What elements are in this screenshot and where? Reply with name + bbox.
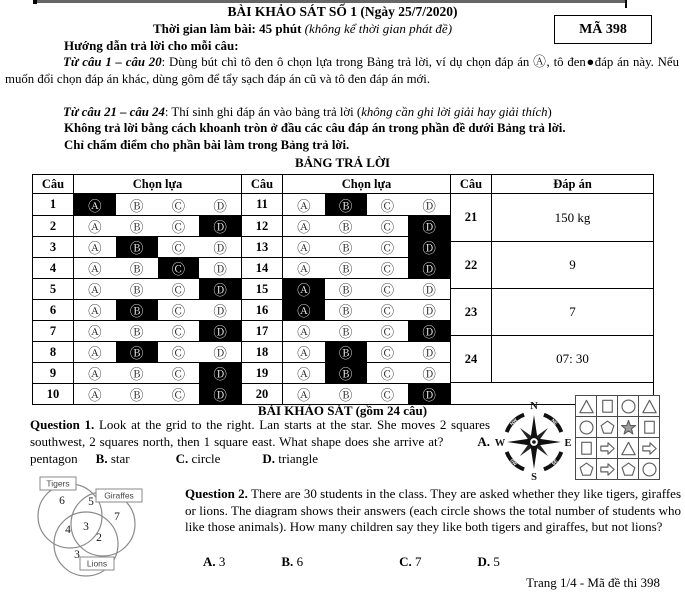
- answer-row-11: [242, 194, 450, 215]
- q2-option-A: A. 3: [203, 554, 226, 569]
- choice-group: [74, 194, 241, 215]
- question-number: 15: [242, 279, 283, 299]
- choice-group: [283, 363, 450, 383]
- compass-e-label: E: [564, 438, 572, 449]
- bubble-q11-A[interactable]: Ⓐ: [297, 198, 311, 215]
- answer-table: [32, 174, 654, 405]
- question-number: 9: [33, 363, 74, 383]
- bubble-q7-D-filled[interactable]: Ⓓ: [199, 321, 241, 341]
- venn-tigers-giraffes: 5: [88, 496, 94, 508]
- bubble-q14-B[interactable]: Ⓑ: [338, 262, 353, 278]
- question-number: 2: [33, 216, 74, 236]
- bubble-q7-B[interactable]: Ⓑ: [129, 325, 144, 341]
- bubble-q5-A[interactable]: Ⓐ: [88, 283, 102, 299]
- question-2-options: [185, 554, 681, 570]
- bubble-q11-D[interactable]: Ⓓ: [422, 198, 436, 215]
- bubble-q15-A-filled[interactable]: Ⓐ: [283, 279, 325, 299]
- grid-cell-triangle: [639, 396, 659, 416]
- question-number: 12: [242, 216, 283, 236]
- circle-icon: [577, 418, 596, 437]
- option-letter: C.: [399, 554, 412, 569]
- question-number: 7: [33, 321, 74, 341]
- question-number: 4: [33, 258, 74, 278]
- choice-group: [74, 300, 241, 320]
- arrow-icon: [598, 460, 617, 479]
- instruction-2-end: ): [547, 105, 552, 119]
- instruction-2-note: không cần ghi lời giải hay giải thích: [361, 105, 548, 119]
- answer-table-col-11-20: [241, 175, 450, 404]
- header-row: [242, 175, 450, 194]
- choice-group: [74, 258, 241, 278]
- answer-table-col-1-10: [33, 175, 241, 404]
- written-answer-q23[interactable]: 7: [569, 304, 576, 319]
- bubble-q6-D[interactable]: Ⓓ: [213, 304, 227, 320]
- grid-cell-pentagon: [597, 417, 617, 437]
- question-number: 23: [451, 289, 492, 335]
- answer-row-17: [242, 320, 450, 341]
- compass-sw-label: SW: [509, 457, 518, 467]
- bubble-q1-D[interactable]: Ⓓ: [213, 198, 227, 215]
- question-number: 6: [33, 300, 74, 320]
- question-number: 3: [33, 237, 74, 257]
- question-number: 8: [33, 342, 74, 362]
- venn-giraffes-lions: 2: [96, 532, 102, 544]
- venn-lions-only: 3: [74, 549, 80, 561]
- pentagon-icon: [598, 418, 617, 437]
- bubble-q7-C[interactable]: Ⓒ: [171, 325, 186, 341]
- choice-group: [283, 258, 450, 278]
- choice-group: [74, 237, 241, 257]
- answer-row-2: [33, 215, 241, 236]
- triangle-icon: [577, 397, 596, 416]
- header-answer: Đáp án: [553, 176, 592, 191]
- answer-row-1: [33, 194, 241, 215]
- exam-code-box: MÃ 398: [554, 15, 652, 44]
- question-number: 5: [33, 279, 74, 299]
- triangle-icon: [619, 439, 638, 458]
- question-number: 18: [242, 342, 283, 362]
- option-letter: A.: [477, 434, 490, 449]
- grid-cell-star: [618, 417, 638, 437]
- compass-ne-label: NE: [550, 417, 559, 426]
- compass-w-label: W: [494, 438, 506, 449]
- bubble-q5-C[interactable]: Ⓒ: [171, 283, 186, 299]
- bubble-q8-D[interactable]: Ⓓ: [213, 346, 227, 362]
- page-footer: Trang 1/4 - Mã đề thi 398: [526, 575, 660, 590]
- bubble-q13-A[interactable]: Ⓐ: [297, 241, 311, 257]
- choice-group: [74, 363, 241, 383]
- choice-group: [74, 216, 241, 236]
- bubble-q6-A[interactable]: Ⓐ: [88, 304, 102, 320]
- grid-cell-arrow: [597, 438, 617, 458]
- bubble-q10-D-filled[interactable]: Ⓓ: [199, 384, 241, 404]
- bubble-q1-B[interactable]: Ⓑ: [129, 198, 144, 215]
- bubble-q17-A[interactable]: Ⓐ: [297, 325, 311, 341]
- bubble-q16-D[interactable]: Ⓓ: [422, 304, 436, 320]
- bubble-q12-C[interactable]: Ⓒ: [380, 220, 395, 236]
- bubble-q14-D-filled[interactable]: Ⓓ: [408, 258, 450, 278]
- instruction-2-text: : Thí sinh ghi đáp án vào bảng trả lời (: [164, 105, 362, 119]
- bubble-q13-C[interactable]: Ⓒ: [380, 241, 395, 257]
- question-number: 10: [33, 384, 74, 404]
- grid-cell-square: [576, 438, 596, 458]
- bubble-q8-A[interactable]: Ⓐ: [88, 346, 102, 362]
- time-note: (không kể thời gian phát đề): [304, 21, 453, 36]
- grid-cell-arrow: [639, 438, 659, 458]
- grid-cell-arrow: [597, 459, 617, 479]
- choice-group: [283, 321, 450, 341]
- bubble-q2-A[interactable]: Ⓐ: [88, 220, 102, 236]
- bubble-q4-B[interactable]: Ⓑ: [129, 262, 144, 278]
- bubble-q15-D[interactable]: Ⓓ: [422, 283, 436, 299]
- bubble-q3-D[interactable]: Ⓓ: [213, 241, 227, 257]
- compass-n-label: N: [530, 401, 538, 412]
- q1-option-A: A. pentagon: [30, 434, 490, 466]
- option-letter: B.: [281, 554, 294, 569]
- question-number: 13: [242, 237, 283, 257]
- option-letter: D.: [262, 451, 276, 466]
- choice-group: [283, 194, 450, 215]
- header-question: Câu: [33, 175, 74, 193]
- q2-option-C: C. 7: [399, 554, 422, 569]
- instruction-paragraph-3: Không trả lời bằng cách khoanh tròn ở đầu các câu đáp án trong phần đề dưới Bảng trả lời.: [64, 121, 566, 135]
- option-letter: D.: [477, 554, 491, 569]
- grid-cell-square: [597, 396, 617, 416]
- bubble-q16-A-filled[interactable]: Ⓐ: [283, 300, 325, 320]
- choice-group: [74, 342, 241, 362]
- bubble-q20-C[interactable]: Ⓒ: [380, 388, 395, 404]
- answer-row-10: [33, 383, 241, 404]
- choice-group: [283, 300, 450, 320]
- answer-row-6: [33, 299, 241, 320]
- venn-all-three: 3: [83, 521, 89, 533]
- bubble-q12-A[interactable]: Ⓐ: [297, 220, 311, 236]
- bubble-q19-A[interactable]: Ⓐ: [297, 367, 311, 383]
- choice-group: [283, 342, 450, 362]
- star-icon: [619, 418, 638, 437]
- bubble-q10-A[interactable]: Ⓐ: [88, 388, 102, 404]
- bubble-q18-B-filled[interactable]: Ⓑ: [325, 342, 367, 362]
- question-2-label: Question 2.: [185, 486, 248, 501]
- exam-time-line: [0, 21, 605, 37]
- written-answer-q21[interactable]: 150 kg: [554, 209, 591, 225]
- bubble-q10-B[interactable]: Ⓑ: [129, 388, 144, 404]
- instruction-2-lead: Từ câu 21 – câu 24: [63, 105, 165, 119]
- answer-row-3: [33, 236, 241, 257]
- question-1-text: Look at the grid to the right. Lan starts at the star. She moves 2 squares southwest, 2 squares north, then 1 square east. What shape does she arrive at?: [30, 417, 491, 449]
- bubble-q9-B[interactable]: Ⓑ: [129, 367, 144, 383]
- choice-group: [74, 384, 241, 404]
- choice-group: [283, 216, 450, 236]
- written-answer-q22[interactable]: 9: [569, 257, 576, 272]
- venn-tigers-only: 6: [59, 495, 65, 507]
- question-2-text: There are 30 students in the class. They are asked whether they like tigers, giraffes or lions. The diagram shows their answers (each circle shows the total number of students who like those animals). How many children say they like both tigers and giraffes, but not lions?: [185, 486, 682, 534]
- venn-tigers-lions: 4: [65, 524, 71, 536]
- bubble-q5-B[interactable]: Ⓑ: [129, 283, 144, 299]
- bubble-q12-B[interactable]: Ⓑ: [338, 220, 353, 236]
- answer-row-9: [33, 362, 241, 383]
- answer-table-col-21-24: [450, 175, 653, 404]
- bubble-q3-C[interactable]: Ⓒ: [171, 241, 186, 257]
- lions-label: Lions: [86, 558, 108, 569]
- header-row: [33, 175, 241, 194]
- instructions-heading: Hướng dẫn trả lời cho mỗi câu:: [64, 38, 239, 53]
- tigers-label: Tigers: [46, 478, 70, 489]
- answer-row-18: [242, 341, 450, 362]
- instruction-paragraph-1: [5, 54, 679, 87]
- written-answer-row-24: [451, 335, 653, 382]
- venn-giraffes-only: 7: [114, 511, 120, 523]
- arrow-icon: [640, 439, 659, 458]
- question-number: 11: [242, 194, 283, 215]
- choice-group: [283, 279, 450, 299]
- bubble-q19-D[interactable]: Ⓓ: [422, 367, 436, 383]
- pentagon-icon: [577, 460, 596, 479]
- bubble-q18-C[interactable]: Ⓒ: [380, 346, 395, 362]
- instruction-paragraph-2: [5, 104, 679, 121]
- question-number: 21: [451, 194, 492, 241]
- exam-section-title: BÀI KHẢO SÁT (gồm 24 câu): [257, 403, 428, 418]
- grid-cell-pentagon: [576, 459, 596, 479]
- bubble-q20-D-filled[interactable]: Ⓓ: [408, 384, 450, 404]
- bubble-q18-A[interactable]: Ⓐ: [297, 346, 311, 362]
- q1-option-D: D. triangle: [262, 451, 318, 466]
- option-letter: A.: [203, 554, 216, 569]
- bubble-rows-1-10: [33, 194, 241, 404]
- bubble-q9-A[interactable]: Ⓐ: [88, 367, 102, 383]
- option-letter: B.: [95, 451, 108, 466]
- compass-s-label: S: [531, 472, 537, 483]
- q2-option-D: D. 5: [477, 554, 500, 569]
- grid-cell-triangle: [576, 396, 596, 416]
- choice-group: [74, 279, 241, 299]
- question-1-label: Question 1.: [30, 417, 95, 432]
- compass-rose: [492, 397, 576, 483]
- bubble-q6-B-filled[interactable]: Ⓑ: [116, 300, 158, 320]
- bubble-q16-B[interactable]: Ⓑ: [338, 304, 353, 320]
- circle-icon: [619, 397, 638, 416]
- written-answer-row-21: [451, 194, 653, 241]
- answer-row-4: [33, 257, 241, 278]
- q1-option-B: B. star: [95, 451, 130, 466]
- bubble-q19-C[interactable]: Ⓒ: [380, 367, 395, 383]
- question-number: 20: [242, 384, 283, 404]
- bubble-q20-A[interactable]: Ⓐ: [297, 388, 311, 404]
- bubble-q17-C[interactable]: Ⓒ: [380, 325, 395, 341]
- question-number: 16: [242, 300, 283, 320]
- bubble-q9-C[interactable]: Ⓒ: [171, 367, 186, 383]
- bubble-q2-C[interactable]: Ⓒ: [171, 220, 186, 236]
- bubble-q15-B[interactable]: Ⓑ: [338, 283, 353, 299]
- question-number: 14: [242, 258, 283, 278]
- bubble-q4-C-filled[interactable]: Ⓒ: [158, 258, 200, 278]
- exam-title: BÀI KHẢO SÁT SỐ 1 (Ngày 25/7/2020): [227, 4, 458, 19]
- header-choices: Chọn lựa: [341, 176, 392, 191]
- bubble-q17-B[interactable]: Ⓑ: [338, 325, 353, 341]
- bubble-q4-A[interactable]: Ⓐ: [88, 262, 102, 278]
- question-number: 19: [242, 363, 283, 383]
- answer-row-19: [242, 362, 450, 383]
- question-number: 17: [242, 321, 283, 341]
- cropped-table-border: [33, 0, 627, 3]
- q1-option-C: C. circle: [175, 451, 221, 466]
- grid-cell-pentagon: [618, 459, 638, 479]
- bubble-q3-B-filled[interactable]: Ⓑ: [116, 237, 158, 257]
- header-question: Câu: [451, 175, 492, 193]
- venn-diagram: [24, 476, 186, 586]
- bubble-q8-C[interactable]: Ⓒ: [171, 346, 186, 362]
- question-number: 24: [451, 336, 492, 382]
- answer-row-20: [242, 383, 450, 404]
- bubble-q1-C[interactable]: Ⓒ: [171, 198, 186, 215]
- question-number: 22: [451, 242, 492, 288]
- bubble-q16-C[interactable]: Ⓒ: [380, 304, 395, 320]
- written-answer-rows: [451, 194, 653, 404]
- answer-row-15: [242, 278, 450, 299]
- bubble-q11-B-filled[interactable]: Ⓑ: [325, 194, 367, 215]
- square-icon: [598, 397, 617, 416]
- instruction-1-lead: Từ câu 1 – câu 20: [63, 55, 162, 69]
- instruction-1-text: : Dùng bút chì tô đen ô chọn lựa trong Bảng trả lời, ví dụ chọn đáp án Ⓐ, tô đen●đáp án này. Nếu muốn đổi chọn đáp án khác, dùng gôm để tẩy sạch đáp án cũ và tô đen đáp án mới.: [5, 55, 680, 86]
- written-answer-q24[interactable]: 07: 30: [556, 351, 589, 366]
- bubble-q20-B[interactable]: Ⓑ: [338, 388, 353, 404]
- answer-row-8: [33, 341, 241, 362]
- bubble-q13-D-filled[interactable]: Ⓓ: [408, 237, 450, 257]
- bubble-q13-B[interactable]: Ⓑ: [338, 241, 353, 257]
- arrow-icon: [598, 439, 617, 458]
- compass-hub-dot: [532, 440, 536, 444]
- answer-row-13: [242, 236, 450, 257]
- written-answer-row-23: [451, 288, 653, 335]
- answer-row-7: [33, 320, 241, 341]
- q2-option-B: B. 6: [281, 554, 304, 569]
- choice-group: [74, 321, 241, 341]
- header-choices: Chọn lựa: [132, 176, 183, 191]
- bubble-q2-B[interactable]: Ⓑ: [129, 220, 144, 236]
- bubble-q2-D-filled[interactable]: Ⓓ: [199, 216, 241, 236]
- grid-cell-circle: [639, 459, 659, 479]
- bubble-q5-D-filled[interactable]: Ⓓ: [199, 279, 241, 299]
- bubble-q11-C[interactable]: Ⓒ: [380, 198, 395, 215]
- choice-group: [283, 237, 450, 257]
- grid-cell-square: [639, 417, 659, 437]
- answer-row-14: [242, 257, 450, 278]
- circle-icon: [640, 460, 659, 479]
- bubble-q3-A[interactable]: Ⓐ: [88, 241, 102, 257]
- time-label: Thời gian làm bài: 45 phút: [152, 21, 305, 36]
- grid-cell-triangle: [618, 438, 638, 458]
- bubble-q19-B-filled[interactable]: Ⓑ: [325, 363, 367, 383]
- bubble-q4-D[interactable]: Ⓓ: [213, 262, 227, 278]
- bubble-q18-D[interactable]: Ⓓ: [422, 346, 436, 362]
- answer-row-12: [242, 215, 450, 236]
- compass-se-label: SE: [550, 458, 559, 467]
- bubble-q14-A[interactable]: Ⓐ: [297, 262, 311, 278]
- bubble-q7-A[interactable]: Ⓐ: [88, 325, 102, 341]
- option-letter: C.: [175, 451, 189, 466]
- header-row: [451, 175, 653, 194]
- bubble-q8-B-filled[interactable]: Ⓑ: [116, 342, 158, 362]
- header-question: Câu: [242, 175, 283, 193]
- written-answer-row-22: [451, 241, 653, 288]
- compass-nw-label: NW: [509, 417, 518, 427]
- square-icon: [640, 418, 659, 437]
- bubble-q1-A-filled[interactable]: Ⓐ: [74, 194, 116, 215]
- bubble-rows-11-20: [242, 194, 450, 404]
- bubble-q15-C[interactable]: Ⓒ: [380, 283, 395, 299]
- bubble-q12-D-filled[interactable]: Ⓓ: [408, 216, 450, 236]
- question-1: [30, 416, 490, 467]
- grid-cell-circle: [618, 396, 638, 416]
- bubble-q6-C[interactable]: Ⓒ: [171, 304, 186, 320]
- grid-cell-circle: [576, 417, 596, 437]
- answer-row-16: [242, 299, 450, 320]
- bubble-q17-D-filled[interactable]: Ⓓ: [408, 321, 450, 341]
- bubble-q14-C[interactable]: Ⓒ: [380, 262, 395, 278]
- triangle-icon: [640, 397, 659, 416]
- giraffes-label: Giraffes: [104, 490, 134, 501]
- shape-grid: [575, 395, 660, 480]
- choice-group: [283, 384, 450, 404]
- bubble-q9-D-filled[interactable]: Ⓓ: [199, 363, 241, 383]
- question-2: [185, 486, 681, 536]
- question-number: 1: [33, 194, 74, 215]
- bubble-q10-C[interactable]: Ⓒ: [171, 388, 186, 404]
- instruction-paragraph-4: Chỉ chấm điểm cho phần bài làm trong Bảng trả lời.: [64, 138, 350, 152]
- pentagon-icon: [619, 460, 638, 479]
- answer-row-5: [33, 278, 241, 299]
- square-icon: [577, 439, 596, 458]
- answer-table-title: BẢNG TRẢ LỜI: [294, 155, 391, 170]
